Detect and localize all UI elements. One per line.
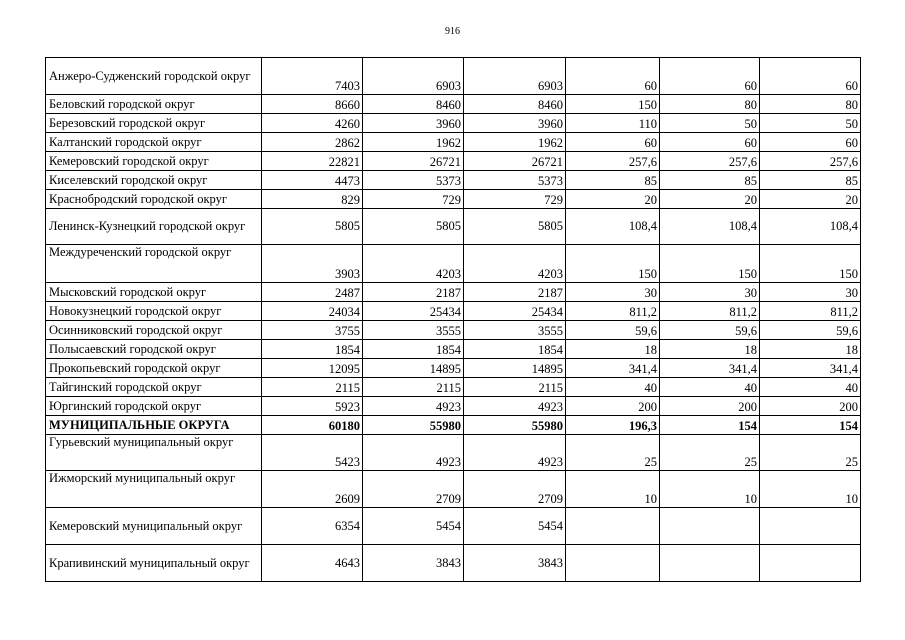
table-cell: 60 (566, 58, 660, 95)
table-cell: 6903 (363, 58, 464, 95)
table-cell: 60 (760, 58, 861, 95)
table-cell: 4643 (262, 545, 363, 582)
table-row (46, 302, 861, 321)
row-name: Прокопьевский городской округ (46, 359, 262, 378)
table-cell (660, 545, 760, 582)
table-cell: 5423 (262, 435, 363, 471)
table-row (46, 114, 861, 133)
table-row (46, 152, 861, 171)
table-cell: 5923 (262, 397, 363, 416)
table-cell: 3555 (464, 321, 566, 340)
table-row (46, 508, 861, 545)
row-name: Мысковский городской округ (46, 283, 262, 302)
table-cell: 8460 (363, 95, 464, 114)
table-cell: 1854 (464, 340, 566, 359)
table-cell: 25434 (363, 302, 464, 321)
table-cell: 257,6 (760, 152, 861, 171)
table-cell: 25 (566, 435, 660, 471)
row-name: Березовский городской округ (46, 114, 262, 133)
table-cell: 4923 (464, 397, 566, 416)
table-cell: 7403 (262, 58, 363, 95)
table-cell: 40 (660, 378, 760, 397)
table-cell: 200 (760, 397, 861, 416)
row-name: Кемеровский муниципальный округ (46, 508, 262, 545)
table-cell: 4473 (262, 171, 363, 190)
row-name: Кемеровский городской округ (46, 152, 262, 171)
table-cell: 108,4 (566, 209, 660, 245)
table-cell: 8460 (464, 95, 566, 114)
table-cell: 2187 (464, 283, 566, 302)
table-cell: 60180 (262, 416, 363, 435)
table-cell: 4203 (464, 245, 566, 283)
section-total-row (46, 416, 861, 435)
row-name: Междуреченский городской округ (46, 245, 262, 283)
table-cell: 2187 (363, 283, 464, 302)
table-cell: 85 (566, 171, 660, 190)
table-cell: 30 (660, 283, 760, 302)
table-cell: 5454 (363, 508, 464, 545)
page-number: 916 (445, 26, 460, 37)
table-cell: 257,6 (566, 152, 660, 171)
table-cell: 22821 (262, 152, 363, 171)
row-name: Крапивинский муниципальный округ (46, 545, 262, 582)
table-cell: 257,6 (660, 152, 760, 171)
table-cell: 20 (660, 190, 760, 209)
table-row (46, 321, 861, 340)
row-name: Калтанский городской округ (46, 133, 262, 152)
row-name: Киселевский городской округ (46, 171, 262, 190)
table-cell: 5805 (464, 209, 566, 245)
table-cell: 20 (760, 190, 861, 209)
table-row (46, 397, 861, 416)
table-cell: 3755 (262, 321, 363, 340)
table-cell: 18 (566, 340, 660, 359)
table-row (46, 133, 861, 152)
table-cell: 5373 (363, 171, 464, 190)
row-name: Ленинск-Кузнецкий городской округ (46, 209, 262, 245)
table-cell: 5373 (464, 171, 566, 190)
row-name: Беловский городской округ (46, 95, 262, 114)
table-cell: 80 (660, 95, 760, 114)
table-cell (760, 508, 861, 545)
table-cell: 30 (760, 283, 861, 302)
table-cell: 811,2 (566, 302, 660, 321)
table-cell: 40 (760, 378, 861, 397)
table-cell: 150 (660, 245, 760, 283)
table-cell: 341,4 (760, 359, 861, 378)
table-cell: 1962 (464, 133, 566, 152)
table-cell: 829 (262, 190, 363, 209)
table-cell: 25 (660, 435, 760, 471)
table-cell: 85 (660, 171, 760, 190)
table-cell: 59,6 (760, 321, 861, 340)
table-cell: 4203 (363, 245, 464, 283)
row-name: Полысаевский городской округ (46, 340, 262, 359)
table-cell: 1854 (363, 340, 464, 359)
table-cell: 50 (760, 114, 861, 133)
table-cell: 2709 (363, 471, 464, 508)
table-cell: 60 (566, 133, 660, 152)
row-name: Ижморский муниципальный округ (46, 471, 262, 508)
table-row (46, 190, 861, 209)
table-cell: 108,4 (760, 209, 861, 245)
table-cell: 4923 (363, 435, 464, 471)
table-cell: 55980 (363, 416, 464, 435)
table-cell: 18 (760, 340, 861, 359)
table-cell: 3843 (363, 545, 464, 582)
table-cell (660, 508, 760, 545)
table-cell: 3960 (464, 114, 566, 133)
table-row (46, 95, 861, 114)
table-cell: 2115 (464, 378, 566, 397)
table-cell: 200 (566, 397, 660, 416)
table-row (46, 283, 861, 302)
table-cell: 3555 (363, 321, 464, 340)
table-cell: 150 (566, 95, 660, 114)
table-cell: 18 (660, 340, 760, 359)
table-row (46, 545, 861, 582)
table-cell: 12095 (262, 359, 363, 378)
row-name: Гурьевский муниципальный округ (46, 435, 262, 471)
table-cell: 30 (566, 283, 660, 302)
table-cell: 25 (760, 435, 861, 471)
table-cell: 50 (660, 114, 760, 133)
table-cell: 2115 (363, 378, 464, 397)
budget-table (45, 57, 861, 582)
table-cell: 14895 (464, 359, 566, 378)
table-cell: 2115 (262, 378, 363, 397)
table-cell (760, 545, 861, 582)
table-cell: 14895 (363, 359, 464, 378)
table-cell: 26721 (464, 152, 566, 171)
table-row (46, 378, 861, 397)
table-cell: 25434 (464, 302, 566, 321)
table-cell: 110 (566, 114, 660, 133)
table-cell: 4260 (262, 114, 363, 133)
table-cell: 1962 (363, 133, 464, 152)
table-row (46, 209, 861, 245)
row-name: Краснобродский городской округ (46, 190, 262, 209)
table-cell: 20 (566, 190, 660, 209)
table-cell: 3960 (363, 114, 464, 133)
table-cell: 5454 (464, 508, 566, 545)
table-cell: 811,2 (760, 302, 861, 321)
table-row (46, 245, 861, 283)
table-cell: 6354 (262, 508, 363, 545)
table-cell: 2709 (464, 471, 566, 508)
table-cell: 5805 (262, 209, 363, 245)
table-cell: 154 (760, 416, 861, 435)
table-cell: 24034 (262, 302, 363, 321)
table-cell: 10 (566, 471, 660, 508)
row-name: Новокузнецкий городской округ (46, 302, 262, 321)
row-name: Тайгинский городской округ (46, 378, 262, 397)
table-cell: 10 (760, 471, 861, 508)
table-cell: 60 (660, 133, 760, 152)
table-cell: 59,6 (660, 321, 760, 340)
table-cell: 1854 (262, 340, 363, 359)
table-cell: 85 (760, 171, 861, 190)
table-cell: 5805 (363, 209, 464, 245)
table-cell: 80 (760, 95, 861, 114)
table-cell: 196,3 (566, 416, 660, 435)
table-row (46, 471, 861, 508)
table-cell: 3843 (464, 545, 566, 582)
table-row (46, 359, 861, 378)
table-cell: 3903 (262, 245, 363, 283)
table-cell: 108,4 (660, 209, 760, 245)
table-row (46, 58, 861, 95)
table-cell: 10 (660, 471, 760, 508)
table-cell: 200 (660, 397, 760, 416)
table-cell: 150 (760, 245, 861, 283)
table-cell: 55980 (464, 416, 566, 435)
table-row (46, 340, 861, 359)
table-cell: 150 (566, 245, 660, 283)
table-cell: 2862 (262, 133, 363, 152)
table-cell (566, 545, 660, 582)
table-cell: 60 (660, 58, 760, 95)
table-cell: 2609 (262, 471, 363, 508)
table-cell: 729 (464, 190, 566, 209)
table-cell: 2487 (262, 283, 363, 302)
table-row (46, 171, 861, 190)
row-name: Осинниковский городской округ (46, 321, 262, 340)
table-cell: 154 (660, 416, 760, 435)
table-cell: 60 (760, 133, 861, 152)
table-cell: 341,4 (566, 359, 660, 378)
table-cell: 59,6 (566, 321, 660, 340)
table-cell: 26721 (363, 152, 464, 171)
table-cell: 6903 (464, 58, 566, 95)
table-cell: 341,4 (660, 359, 760, 378)
table-cell: 8660 (262, 95, 363, 114)
table-cell: 4923 (363, 397, 464, 416)
table-cell (566, 508, 660, 545)
row-name: Анжеро-Судженский городской округ (46, 58, 262, 95)
row-name: Юргинский городской округ (46, 397, 262, 416)
table-cell: 40 (566, 378, 660, 397)
table-cell: 811,2 (660, 302, 760, 321)
table-row (46, 435, 861, 471)
table-cell: 729 (363, 190, 464, 209)
table-cell: 4923 (464, 435, 566, 471)
section-heading: МУНИЦИПАЛЬНЫЕ ОКРУГА (46, 416, 262, 435)
